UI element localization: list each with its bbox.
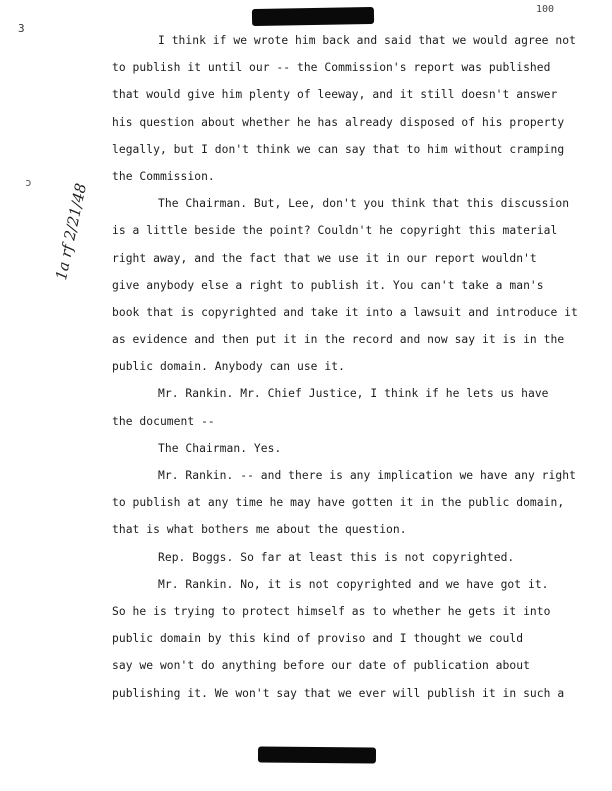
- transcript-line: legally, but I don't think we can say that to him without cramping: [112, 142, 565, 156]
- transcript-line: So he is trying to protect himself as to whether he gets it into: [112, 604, 551, 618]
- transcript-line: to publish at any time he may have gotten it in the public domain,: [112, 496, 565, 510]
- transcript-body: [112, 30, 608, 710]
- transcript-line: publishing it. We won't say that we ever will publish it in such a: [112, 686, 565, 700]
- transcript-line: right away, and the fact that we use it in our report wouldn't: [112, 251, 537, 265]
- transcript-line: The Chairman. Yes.: [158, 441, 282, 455]
- transcript-line: to publish it until our -- the Commission's report was published: [112, 61, 551, 75]
- transcript-line: I think if we wrote him back and said that we would agree not: [158, 34, 576, 47]
- transcript-line: that is what bothers me about the question.: [112, 523, 407, 537]
- transcript-line: his question about whether he has already disposed of his property: [112, 115, 565, 129]
- transcript-line: give anybody else a right to publish it. You can't take a man's: [112, 278, 544, 292]
- transcript-line: public domain by this kind of proviso and I thought we could: [112, 632, 524, 646]
- transcript-line: as evidence and then put it in the record and now say it is in the: [112, 333, 565, 347]
- page-number: 100: [536, 4, 555, 15]
- left-margin-mark: 3: [18, 22, 25, 35]
- transcript-line: that would give him plenty of leeway, and it still doesn't answer: [112, 88, 558, 102]
- transcript-line: The Chairman. But, Lee, don't you think that this discussion: [158, 197, 570, 211]
- redaction-bar-top: [252, 7, 374, 26]
- handwritten-margin-note: 1a rf 2/21/48: [52, 181, 91, 282]
- transcript-line: Mr. Rankin. No, it is not copyrighted and we have got it.: [158, 577, 549, 591]
- redaction-bar-bottom: [258, 746, 376, 763]
- margin-tick-mark: ɔ: [25, 176, 32, 189]
- transcript-line: is a little beside the point? Couldn't he copyright this material: [112, 224, 558, 238]
- transcript-line: say we won't do anything before our date of publication about: [112, 659, 530, 673]
- transcript-line: the Commission.: [112, 169, 215, 183]
- transcript-line: Rep. Boggs. So far at least this is not copyrighted.: [158, 550, 515, 564]
- transcript-line: the document --: [112, 414, 215, 428]
- transcript-line: book that is copyrighted and take it into a lawsuit and introduce it: [112, 305, 578, 319]
- transcript-line: public domain. Anybody can use it.: [112, 360, 345, 374]
- transcript-line: Mr. Rankin. Mr. Chief Justice, I think if he lets us have: [158, 387, 549, 401]
- transcript-line: Mr. Rankin. -- and there is any implication we have any right: [158, 469, 576, 482]
